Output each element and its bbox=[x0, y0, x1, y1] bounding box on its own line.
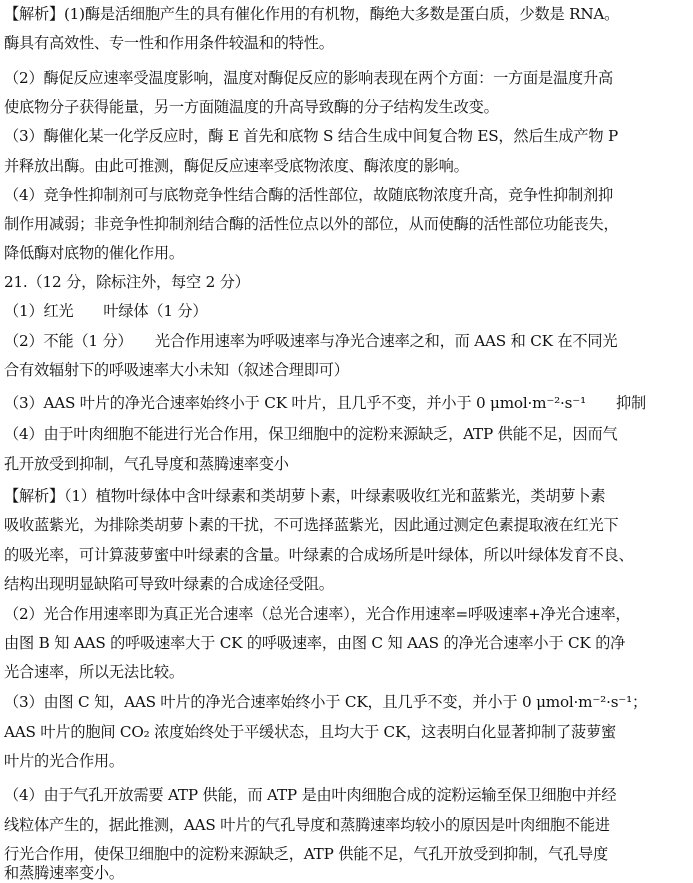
text-line: （2）不能（1 分） 光合作用速率为呼吸速率与净光合速率之和，而 AAS 和 CK 在不同光 bbox=[4, 332, 618, 350]
text-line: 酶具有高效性、专一性和作用条件较温和的特性。 bbox=[4, 34, 334, 52]
text-line: AAS 叶片的胞间 CO₂ 浓度始终处于平缓状态，且均大于 CK，这表明白化显著抑制了菠萝蜜 bbox=[4, 723, 616, 741]
text-line: （2）酶促反应速率受温度影响，温度对酶促反应的影响表现在两个方面：一方面是温度升高 bbox=[4, 69, 613, 87]
text-line: 孔开放受到抑制，气孔导度和蒸腾速率变小 bbox=[4, 455, 289, 473]
text-line: 结构出现明显缺陷可导致叶绿素的合成途径受阻。 bbox=[4, 575, 334, 593]
text-line: 制作用减弱；非竞争性抑制剂结合酶的活性位点以外的部位，从而使酶的活性部位功能丧失， bbox=[4, 215, 619, 233]
text-line: 行光合作用，使保卫细胞中的淀粉来源缺乏，ATP 供能不足，气孔开放受到抑制，气孔导度 bbox=[4, 845, 609, 863]
text-line: 和蒸腾速率变小。 bbox=[4, 864, 124, 882]
text-line: （4）由于气孔开放需要 ATP 供能，而 ATP 是由叶肉细胞合成的淀粉运输至保卫细胞中并经 bbox=[4, 786, 617, 804]
text-line: 叶片的光合作用。 bbox=[4, 752, 124, 770]
text-line: 合有效辐射下的呼吸速率大小未知（叙述合理即可） bbox=[4, 361, 349, 379]
text-line: 的吸光率，可计算菠萝蜜中叶绿素的含量。叶绿素的合成场所是叶绿体，所以叶绿体发育不良、 bbox=[4, 546, 634, 564]
text-line: 【解析】（1）植物叶绿体中含叶绿素和类胡萝卜素，叶绿素吸收红光和蓝紫光，类胡萝卜素 bbox=[4, 487, 606, 505]
text-line: 光合速率，所以无法比较。 bbox=[4, 663, 184, 681]
text-line: （3）酶催化某一化学反应时，酶 E 首先和底物 S 结合生成中间复合物 ES，然后生成产物 P bbox=[4, 127, 618, 145]
text-line: （2）光合作用速率即为真正光合速率（总光合速率），光合作用速率=呼吸速率+净光合速率， bbox=[4, 605, 631, 623]
question-heading: 21.（12 分，除标注外，每空 2 分） bbox=[4, 273, 250, 291]
text-line: 线粒体产生的，据此推测，AAS 叶片的气孔导度和蒸腾速率均较小的原因是叶肉细胞不能进 bbox=[4, 816, 610, 834]
text-line: （1）红光 叶绿体（1 分） bbox=[4, 302, 208, 320]
text-line: 降低酶对底物的催化作用。 bbox=[4, 244, 184, 262]
text-line: （3）AAS 叶片的净光合速率始终小于 CK 叶片，且几乎不变，并小于 0 μmol·m⁻²·s⁻¹ 抑制 bbox=[4, 394, 646, 412]
text-line: 并释放出酶。由此可推测，酶促反应速率受底物浓度、酶浓度的影响。 bbox=[4, 157, 469, 175]
text-line: 使底物分子获得能量，另一方面随温度的升高导致酶的分子结构发生改变。 bbox=[4, 98, 499, 116]
text-line: （4）由于叶肉细胞不能进行光合作用，保卫细胞中的淀粉来源缺乏，ATP 供能不足，因而气 bbox=[4, 425, 618, 443]
text-line: 由图 B 知 AAS 的呼吸速率大于 CK 的呼吸速率，由图 C 知 AAS 的净光合速率小于 CK 的净 bbox=[4, 634, 626, 652]
text-line: 吸收蓝紫光，为排除类胡萝卜素的干扰，不可选择蓝紫光，因此通过测定色素提取液在红光下 bbox=[4, 516, 619, 534]
text-line: （3）由图 C 知，AAS 叶片的净光合速率始终小于 CK，且几乎不变，并小于 0 μmol·m⁻²·s⁻¹； bbox=[4, 693, 647, 711]
text-line: 【解析】(1)酶是活细胞产生的具有催化作用的有机物，酶绝大多数是蛋白质，少数是 RNA。 bbox=[4, 5, 620, 23]
text-line: （4）竞争性抑制剂可与底物竞争性结合酶的活性部位，故随底物浓度升高，竞争性抑制剂抑 bbox=[4, 186, 613, 204]
